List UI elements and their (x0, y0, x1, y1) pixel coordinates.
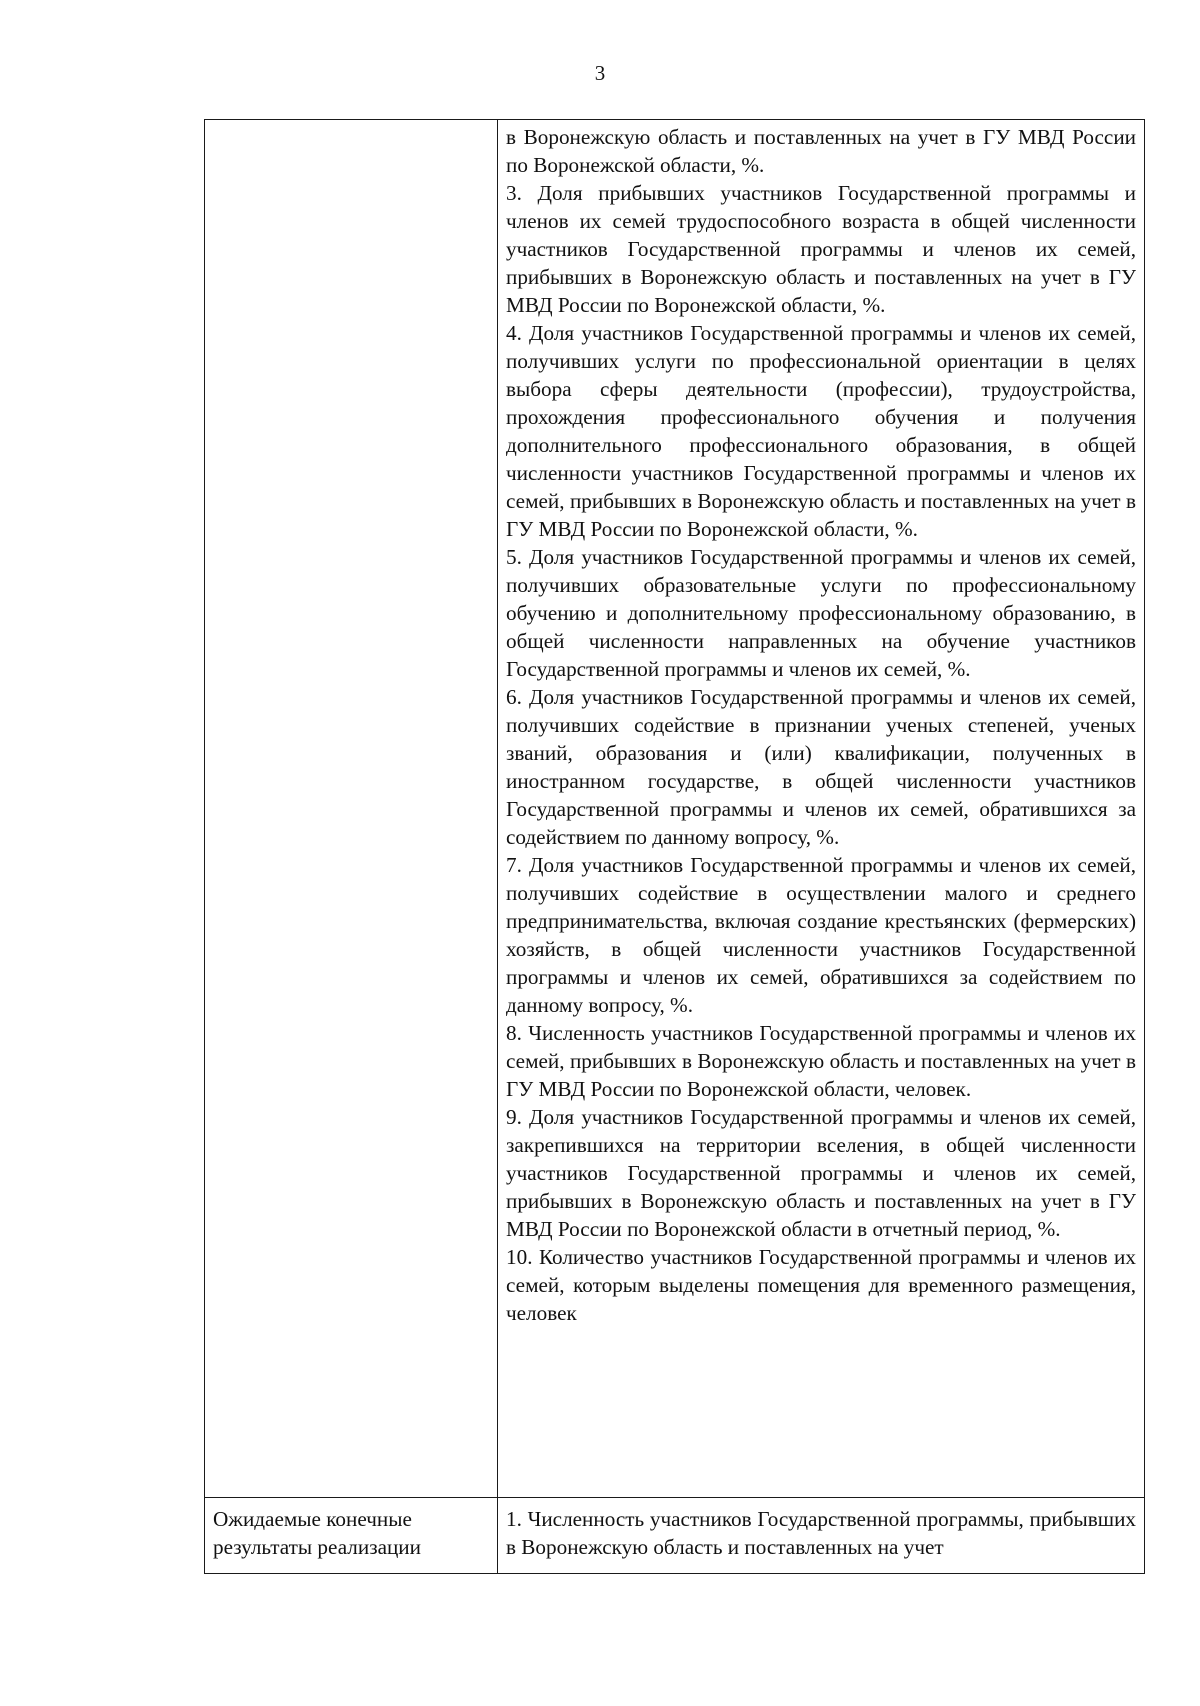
indicator-item: 9. Доля участников Государственной программы и членов их семей, закрепившихся на территории вселения, в общей численности участников Государственной программы и членов их семей, прибывших в Воронежскую область и поставленных на учет в ГУ МВД России по Воронежской области в отчетный период, %. (506, 1105, 1136, 1241)
indicator-item: 6. Доля участников Государственной программы и членов их семей, получивших содействие в признании ученых степеней, ученых званий, образования и (или) квалификации, полученных в иностранном государстве, в общей численности участников Государственной программы и членов их семей, обратившихся за содействием по данному вопросу, %. (506, 685, 1136, 849)
indicator-item: 3. Доля прибывших участников Государственной программы и членов их семей трудоспособного возраста в общей численности участников Государственной программы и членов их семей, прибывших в Воронежскую область и поставленных на учет в ГУ МВД России по Воронежской области, %. (506, 181, 1136, 317)
row-label-cell (205, 120, 498, 1498)
program-passport-table (204, 119, 1145, 1574)
indicator-item: 4. Доля участников Государственной программы и членов их семей, получивших услуги по профессиональной ориентации в целях выбора сферы деятельности (профессии), трудоустройства, прохождения профессионального обучения и получения дополнительного профессионального образования, в общей численности участников Государственной программы и членов их семей, прибывших в Воронежскую область и поставленных на учет в ГУ МВД России по Воронежской области, %. (506, 321, 1136, 541)
table-row (205, 1498, 1145, 1574)
indicator-item: 7. Доля участников Государственной программы и членов их семей, получивших содействие в осуществлении малого и среднего предпринимательства, включая создание крестьянских (фермерских) хозяйств, в общей численности участников Государственной программы и членов их семей, обратившихся за содействием по данному вопросу, %. (506, 853, 1136, 1017)
row-label-cell: Ожидаемые конечные результаты реализации (205, 1498, 498, 1574)
indicators-cell (498, 120, 1145, 1498)
indicator-item: 10. Количество участников Государственной программы и членов их семей, которым выделены помещения для временного размещения, человек (506, 1245, 1136, 1325)
indicator-item: в Воронежскую область и поставленных на учет в ГУ МВД России по Воронежской области, %. (506, 125, 1136, 177)
table-row (205, 120, 1145, 1498)
indicator-item: 5. Доля участников Государственной программы и членов их семей, получивших образовательные услуги по профессиональному обучению и дополнительному профессиональному образованию, в общей численности направленных на обучение участников Государственной программы и членов их семей, %. (506, 545, 1136, 681)
indicator-item: 8. Численность участников Государственной программы и членов их семей, прибывших в Воронежскую область и поставленных на учет в ГУ МВД России по Воронежской области, человек. (506, 1021, 1136, 1101)
results-cell: 1. Численность участников Государственной программы, прибывших в Воронежскую область и поставленных на учет (498, 1498, 1145, 1574)
page-number: 3 (594, 61, 606, 85)
